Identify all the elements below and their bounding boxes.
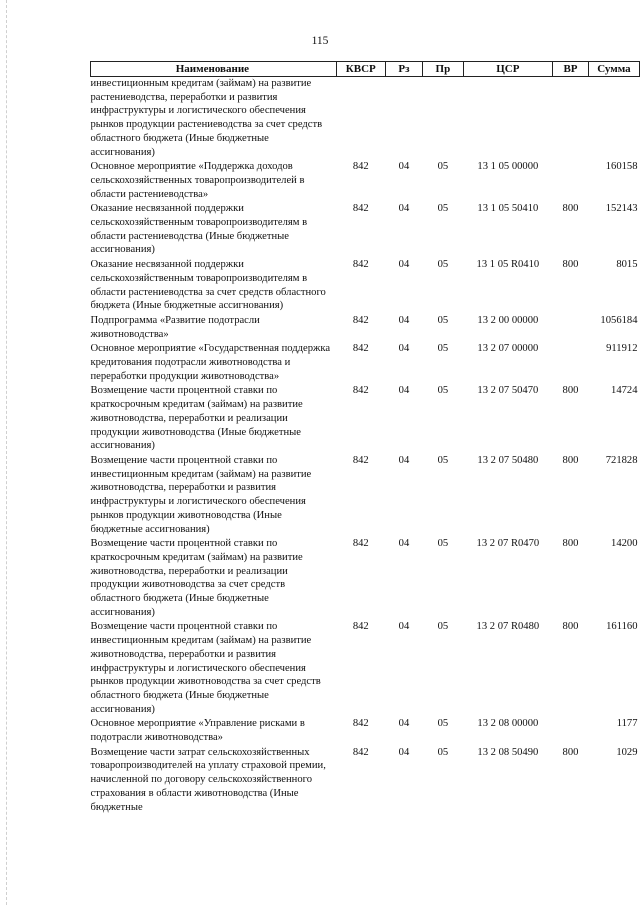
cell-vr: 800 [562, 259, 579, 271]
cell-sum: 14200 [611, 538, 638, 550]
cell-name: Возмещение части процентной ставки по краткосрочным кредитам (займам) на развитие животноводства, переработки и реализации продукции животноводства (Иные бюджетные ассигнования) [90, 385, 303, 452]
table-row [91, 313, 640, 341]
cell-vr [553, 341, 589, 383]
budget-table [90, 61, 640, 814]
cell-csr: 13 2 08 00000 [477, 718, 539, 730]
cell-rz: 04 [398, 746, 410, 758]
cell-name: инвестиционным кредитам (займам) на развитие растениеводства, переработки и развития инфраструктуры и логистического обеспечения рынков продукции растениеводства за счет средств областного бюджета (Иные бюджетные ассигнования) [90, 78, 323, 158]
cell-pr: 05 [437, 161, 449, 173]
cell-sum: 1177 [616, 718, 638, 730]
table-row [91, 716, 640, 744]
table-header-row [91, 62, 640, 77]
cell-csr: 13 2 00 00000 [477, 314, 539, 326]
cell-rz: 04 [398, 718, 410, 730]
cell-kvsr: 842 [352, 454, 369, 466]
cell-vr: 800 [562, 538, 579, 550]
scan-edge-artifact [6, 0, 8, 905]
table-row [91, 619, 640, 716]
cell-sum: 911912 [606, 343, 638, 355]
cell-name: Возмещение части затрат сельскохозяйственных товаропроизводителей на уплату страховой премии, начисленной по договору сельскохозяйственного страхования в области животноводства (Иные бюджетные [90, 746, 326, 813]
cell-sum: 721828 [605, 454, 638, 466]
cell-csr: 13 1 05 R0410 [476, 259, 540, 271]
cell-pr: 05 [437, 343, 449, 355]
cell-sum: 160158 [605, 161, 638, 173]
header-rz: Рз [385, 62, 422, 77]
cell-pr: 05 [437, 746, 449, 758]
cell-pr: 05 [437, 621, 449, 633]
cell-sum: 1029 [616, 746, 638, 758]
table-row [91, 77, 640, 160]
header-kvsr: КВСР [336, 62, 385, 77]
cell-name: Оказание несвязанной поддержки сельскохозяйственным товаропроизводителям в области растениеводства (Иные бюджетные ассигнования) [90, 203, 308, 256]
cell-rz: 04 [398, 203, 410, 215]
cell-rz [385, 77, 422, 160]
cell-pr [423, 77, 463, 160]
cell-sum: 161160 [606, 621, 638, 633]
table-row [91, 257, 640, 313]
cell-kvsr: 842 [352, 161, 369, 173]
cell-pr: 05 [437, 203, 449, 215]
cell-csr: 13 2 07 50480 [477, 454, 539, 466]
cell-csr: 13 1 05 50410 [477, 203, 539, 215]
cell-vr: 800 [562, 746, 579, 758]
cell-name: Оказание несвязанной поддержки сельскохозяйственным товаропроизводителям в области растениеводства за счет средств областного бюджета (Иные бюджетные ассигнования) [90, 259, 326, 312]
header-sum: Сумма [588, 62, 639, 77]
cell-rz: 04 [398, 259, 410, 271]
cell-name: Подпрограмма «Развитие подотрасли животноводства» [90, 314, 260, 340]
cell-sum: 14724 [611, 385, 638, 397]
cell-pr: 05 [437, 314, 449, 326]
cell-name: Возмещение части процентной ставки по инвестиционным кредитам (займам) на развитие животноводства, переработки и развития инфраструктуры и логистического обеспечения рынков продукции животноводства (Иные бюджетные ассигнования) [90, 454, 312, 535]
cell-vr: 800 [562, 385, 579, 397]
cell-rz: 04 [398, 343, 410, 355]
table-row [91, 745, 640, 815]
table-row [91, 159, 640, 201]
cell-rz: 04 [398, 314, 410, 326]
cell-pr: 05 [437, 538, 449, 550]
table-row [91, 383, 640, 453]
table-body [91, 77, 640, 815]
cell-kvsr: 842 [352, 343, 369, 355]
cell-rz: 04 [398, 161, 410, 173]
cell-kvsr: 842 [352, 621, 369, 633]
cell-pr: 05 [437, 385, 449, 397]
cell-csr: 13 2 07 R0480 [476, 621, 540, 633]
cell-name: Основное мероприятие «Государственная поддержка кредитования подотрасли животноводства и переработки продукции животноводства» [90, 343, 331, 382]
table-row [91, 341, 640, 383]
cell-kvsr: 842 [352, 385, 369, 397]
cell-name: Основное мероприятие «Управление рисками в подотрасли животноводства» [90, 718, 305, 744]
header-pr: Пр [423, 62, 463, 77]
cell-rz: 04 [398, 621, 410, 633]
cell-pr: 05 [437, 259, 449, 271]
table-row [91, 201, 640, 257]
cell-name: Основное мероприятие «Поддержка доходов сельскохозяйственных товаропроизводителей в области растениеводства» [90, 161, 305, 200]
table-row [91, 536, 640, 619]
cell-vr: 800 [562, 203, 579, 215]
cell-csr: 13 2 07 50470 [477, 385, 539, 397]
cell-kvsr [336, 77, 385, 160]
cell-kvsr: 842 [352, 314, 369, 326]
cell-sum: 8015 [616, 259, 638, 271]
cell-name: Возмещение части процентной ставки по инвестиционным кредитам (займам) на развитие животноводства, переработки и развития инфраструктуры и логистического обеспечения рынков продукции животноводства за счет средств областного бюджета (Иные бюджетные ассигнования) [90, 621, 321, 715]
cell-vr: 800 [562, 621, 579, 633]
table-row [91, 453, 640, 536]
cell-rz: 04 [398, 538, 410, 550]
cell-kvsr: 842 [352, 718, 369, 730]
cell-csr [463, 77, 552, 160]
header-name: Наименование [91, 62, 337, 77]
cell-vr [553, 159, 589, 201]
cell-vr: 800 [562, 454, 579, 466]
cell-sum: 152143 [605, 203, 638, 215]
cell-kvsr: 842 [352, 746, 369, 758]
cell-name: Возмещение части процентной ставки по краткосрочным кредитам (займам) на развитие животноводства, переработки и реализации продукции животноводства за счет средств областного бюджета (Иные бюджетные ассигнования) [90, 538, 303, 618]
cell-rz: 04 [398, 454, 410, 466]
cell-vr [553, 716, 589, 744]
cell-pr: 05 [437, 718, 449, 730]
header-vr: ВР [553, 62, 589, 77]
cell-csr: 13 2 08 50490 [477, 746, 539, 758]
cell-csr: 13 2 07 R0470 [476, 538, 540, 550]
cell-vr [553, 77, 589, 160]
cell-rz: 04 [398, 385, 410, 397]
header-csr: ЦСР [463, 62, 552, 77]
cell-sum [588, 77, 639, 160]
cell-kvsr: 842 [352, 203, 369, 215]
cell-csr: 13 1 05 00000 [477, 161, 539, 173]
cell-pr: 05 [437, 454, 449, 466]
cell-kvsr: 842 [352, 259, 369, 271]
cell-kvsr: 842 [352, 538, 369, 550]
cell-csr: 13 2 07 00000 [477, 343, 539, 355]
cell-sum: 1056184 [600, 314, 638, 326]
cell-vr [553, 313, 589, 341]
page-number: 115 [311, 35, 329, 47]
